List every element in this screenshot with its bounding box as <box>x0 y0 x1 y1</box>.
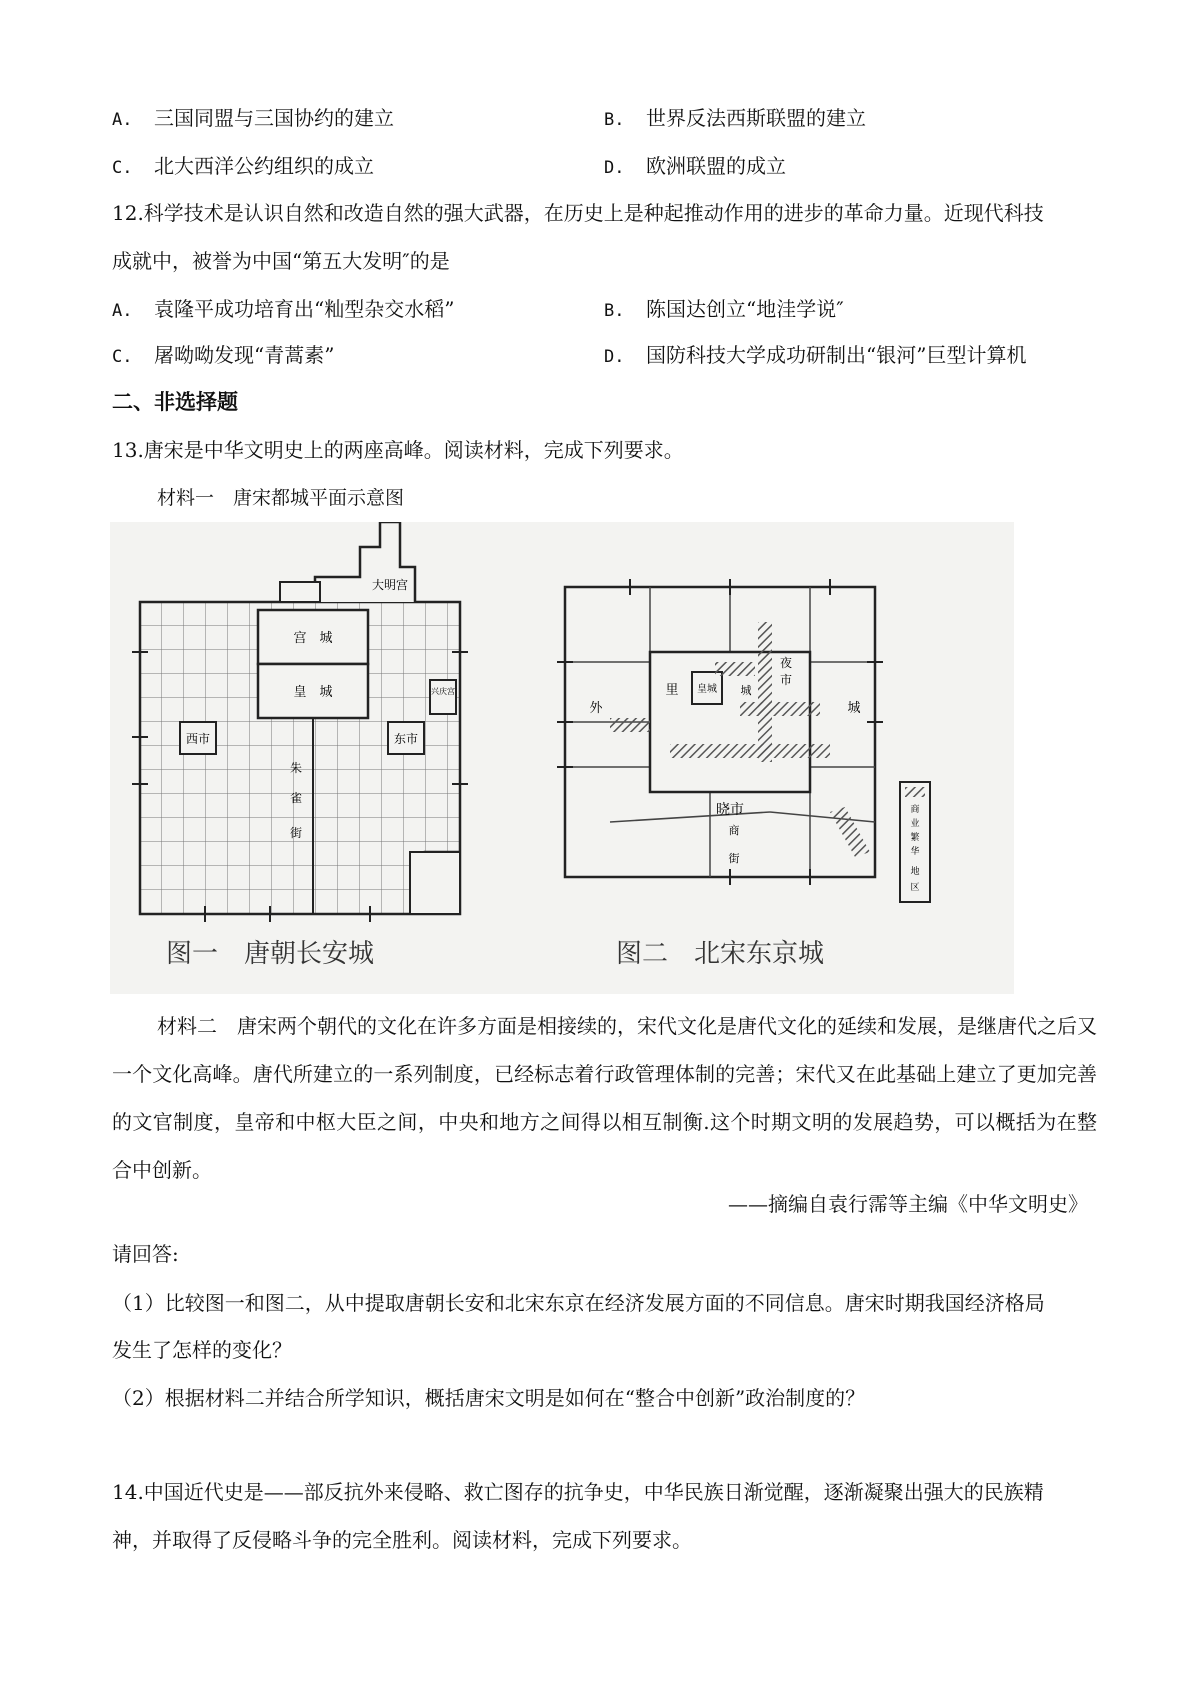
outer-label: 外 <box>589 701 603 716</box>
q11-option-d: D. 欧洲联盟的成立 <box>604 154 786 178</box>
city-plan-figure <box>110 522 1014 994</box>
changan-map <box>132 522 468 969</box>
fig1-caption: 图一 唐朝长安城 <box>165 939 375 969</box>
q13-sub1-line1: （1）比较图一和图二，从中提取唐朝长安和北宋东京在经济发展方面的不同信息。唐宋时期我国经济格局 <box>112 1291 1045 1315</box>
section-heading: 二、非选择题 <box>112 390 238 414</box>
dongjing-map <box>557 579 930 969</box>
shang-label: 商 <box>728 824 740 837</box>
q12-option-a: A. 袁隆平成功培育出“籼型杂交水稻” <box>112 297 455 321</box>
west-market-label: 西市 <box>185 732 211 746</box>
city-right-label: 城 <box>847 701 861 716</box>
imperial-city-label: 皇 城 <box>293 685 333 700</box>
legend-char-1: 商 <box>910 805 920 815</box>
li-label: 里 <box>665 683 679 698</box>
q11-option-a: A. 三国同盟与三国协约的建立 <box>112 106 394 130</box>
q12-stem-line1: 12.科学技术是认识自然和改造自然的强大武器，在历史上是种起推动作用的进步的革命力量。近现代科技 <box>112 201 1044 225</box>
night-market-char-1: 夜 <box>779 656 793 670</box>
material2-source: ——摘编自袁行霈等主编《中华文明史》 <box>728 1192 1088 1216</box>
legend-char-4: 华 <box>910 847 920 857</box>
q12-stem-line2: 成就中，被誉为中国“第五大发明″的是 <box>112 249 450 273</box>
q13-stem: 13.唐宋是中华文明史上的两座高峰。阅读材料，完成下列要求。 <box>112 438 684 462</box>
night-market-char-2: 市 <box>779 673 793 687</box>
q13-sub2: （2）根据材料二并结合所学知识，概括唐宋文明是如何在“整合中创新”政治制度的？ <box>112 1386 866 1410</box>
answer-prompt: 请回答: <box>112 1242 179 1266</box>
huangcheng-label: 皇城 <box>697 684 717 695</box>
dawn-market-label: 晓市 <box>716 802 744 818</box>
zhuque-char-3: 街 <box>289 826 303 840</box>
city-inner-label: 城 <box>740 684 752 697</box>
daming-palace-label: 大明宫 <box>372 578 409 592</box>
legend-char-5: 地 <box>910 867 920 877</box>
zhuque-char-2: 雀 <box>289 791 303 805</box>
fig2-caption: 图二 北宋东京城 <box>615 939 825 969</box>
east-market-label: 东市 <box>393 732 419 746</box>
q14-line1: 14.中国近代史是——部反抗外来侵略、救亡图存的抗争史，中华民族日渐觉醒，逐渐凝聚出强大的民族精 <box>112 1480 1044 1504</box>
material2-paragraph: 材料二 唐宋两个朝代的文化在许多方面是相接续的，宋代文化是唐代文化的延续和发展，是继唐代之后又一个文化高峰。唐代所建立的一系列制度，已经标志着行政管理体制的完善；宋代又在此基础上建立了更加完善的文官制度，皇帝和中枢大臣之间，中央和地方之间得以相互制衡.这个时期文明的发展趋势，可以概括为在整合中创新。 <box>112 1014 1097 1182</box>
q11-option-c: C. 北大西洋公约组织的成立 <box>112 154 374 178</box>
q12-option-b: B. 陈国达创立“地洼学说″ <box>604 297 844 321</box>
q12-option-c: C. 屠呦呦发现“青蒿素” <box>112 343 335 367</box>
jie-label: 街 <box>728 852 740 865</box>
city-plan-svg <box>110 522 1014 994</box>
palace-city-label: 宫 城 <box>293 631 333 646</box>
xingqing-palace-label: 兴庆宫 <box>431 687 455 696</box>
zhuque-char-1: 朱 <box>289 761 303 775</box>
q13-sub1-line2: 发生了怎样的变化？ <box>112 1338 292 1362</box>
q12-option-d: D. 国防科技大学成功研制出“银河”巨型计算机 <box>604 343 1027 367</box>
legend-char-2: 业 <box>910 819 920 829</box>
legend-char-3: 繁 <box>910 833 920 843</box>
q11-option-b: B. 世界反法西斯联盟的建立 <box>604 106 866 130</box>
q14-line2: 神，并取得了反侵略斗争的完全胜利。阅读材料，完成下列要求。 <box>112 1528 692 1552</box>
material1-title: 材料一 唐宋都城平面示意图 <box>157 487 405 509</box>
legend-char-6: 区 <box>910 883 920 893</box>
